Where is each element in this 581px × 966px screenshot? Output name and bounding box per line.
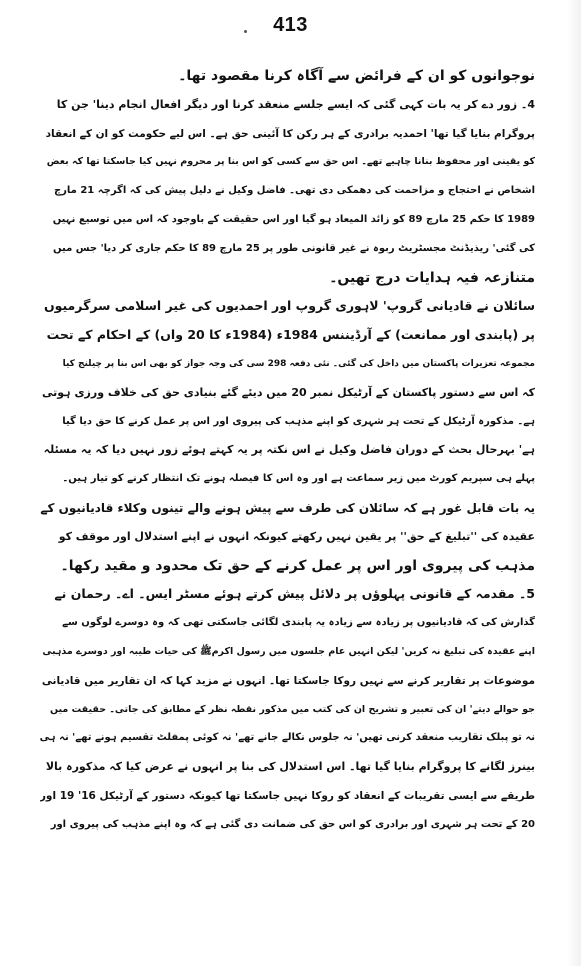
text-line: 5۔ مقدمہ کے قانونی پہلوؤں پر دلائل پیش کرتے ہوئے مسٹر ایس۔ اے۔ رحمان نے: [54, 586, 535, 602]
scan-speck: [244, 30, 247, 33]
text-line: بینرز لگانے کا پروگرام بنایا گیا تھا۔ اس استدلال کی بنا پر انہوں نے عرض کیا کہ مذکورہ بالا: [45, 760, 535, 774]
page-number: 413: [273, 14, 308, 36]
text-line: مجموعہ تعزیرات پاکستان میں داخل کی گئی۔ نئی دفعہ 298 سی کی وجہ جواز کو بھی اس بنا پر چیلنج کیا: [62, 358, 535, 369]
text-line: عقیدہ کی ''تبلیغ کے حق'' پر یقین نہیں رکھتے کیونکہ انہوں نے اپنے استدلال اور موقف کو: [58, 529, 535, 543]
text-line: سائلان نے قادیانی گروپ' لاہوری گروپ اور احمدیوں کی غیر اسلامی سرگرمیوں: [43, 298, 535, 314]
text-line: پر (پابندی اور ممانعت) کے آرڈیننس 1984ء (1984ء کا 20 واں) کے احکام کے تحت: [46, 327, 535, 343]
text-line: نوجوانوں کو ان کے فرائض سے آگاہ کرنا مقصود تھا۔: [178, 68, 535, 84]
text-line: جو حوالے دیتے' ان کی تعبیر و تشریح ان کی کتب میں مذکور نقطہ نظر کے مطابق کی جاتی۔ حقیقت میں: [49, 703, 535, 715]
text-line: مذہب کی پیروی اور اس پر عمل کرنے کے حق تک محدود و مقید رکھا۔: [60, 557, 535, 574]
text-line: 4۔ زور دے کر یہ بات کہی گئی کہ ایسے جلسے منعقد کرنا اور دیگر افعال انجام دینا' جن کا: [56, 97, 535, 111]
binding-shadow: [567, 0, 581, 966]
text-line: متنازعہ فیہ ہدایات درج تھیں۔: [329, 269, 535, 286]
text-line: اشخاص نے احتجاج و مزاحمت کی دھمکی دی تھی۔ فاضل وکیل نے دلیل پیش کی کہ اگرچہ 21 مارچ: [53, 185, 535, 197]
text-line: نہ تو پبلک تقاریب منعقد کرنی تھیں' نہ جلوس نکالے جانے تھے' نہ کوئی پمفلٹ تقسیم ہونے تھے' نہ ہی: [40, 732, 535, 744]
text-line: 20 کے تحت ہر شہری اور برادری کو اس حق کی ضمانت دی گئی ہے کہ وہ اپنے مذہب کی پیروی اور: [50, 818, 535, 830]
text-line: ہے' بہرحال بحث کے دوران فاضل وکیل نے اس نکتہ پر یہ کہتے ہوئے زور نہیں دیا کہ یہ مسئلہ: [43, 443, 535, 457]
text-line: اپنے عقیدہ کی تبلیغ نہ کریں' لیکن انہیں عام جلسوں میں رسول اکرمﷺ کی حیات طیبہ اور دوسرے مذہبی: [42, 645, 535, 657]
text-line: یہ بات قابل غور ہے کہ سائلان کی طرف سے پیش ہونے والے تینوں وکلاء قادیانیوں کے: [40, 500, 535, 515]
text-line: 1989 کا حکم 25 مارچ 89 کو زائد المیعاد ہو گیا اور اس حقیقت کے باوجود کہ اس میں توسیع نہیں: [52, 213, 535, 225]
text-line: طریقے سے ایسی تقریبات کے انعقاد کو روکا نہیں جاسکتا تھا کیونکہ دستور کے آرٹیکل 16' 19 اور: [40, 789, 535, 802]
text-line: پروگرام بنایا گیا تھا' احمدیہ برادری کے ہر رکن کا آئینی حق ہے۔ اس لیے حکومت کو ان کے انعقاد: [45, 127, 535, 140]
text-line: کی گئی' ریذیڈنٹ مجسٹریٹ ربوہ نے غیر قانونی طور پر 25 مارچ 89 کا حکم جاری کر دیا' جس میں: [53, 242, 535, 254]
urdu-body-text: [40, 62, 535, 840]
text-line: پہلے ہی سپریم کورٹ میں زیر سماعت ہے اور وہ اس کا فیصلہ ہونے تک انتظار کرنے کو تیار ہیں۔: [62, 473, 535, 485]
text-line: کو یقینی اور محفوظ بنانا چاہیے تھے۔ اس حق سے کسی کو اس بنا پر محروم نہیں کیا جاسکتا تھا کہ بعض: [46, 156, 535, 168]
text-line: موضوعات پر تقاریر کرنے سے نہیں روکا جاسکتا تھا۔ انہوں نے مزید کہا کہ ان تقاریر میں قادیانی: [41, 674, 535, 687]
text-line: ہے۔ مذکورہ آرٹیکل کے تحت ہر شہری کو اپنے مذہب کی پیروی اور اس پر عمل کرنے کا حق دیا گیا: [62, 415, 535, 427]
text-line: کہ اس سے دستور پاکستان کے آرٹیکل نمبر 20 میں دیئے گئے بنیادی حق کی خلاف ورزی ہوتی: [42, 385, 535, 399]
text-line: گذارش کی کہ قادیانیوں پر زیادہ سے زیادہ یہ پابندی لگائی جاسکتی تھی کہ وہ دوسرے لوگوں سے: [62, 617, 535, 629]
